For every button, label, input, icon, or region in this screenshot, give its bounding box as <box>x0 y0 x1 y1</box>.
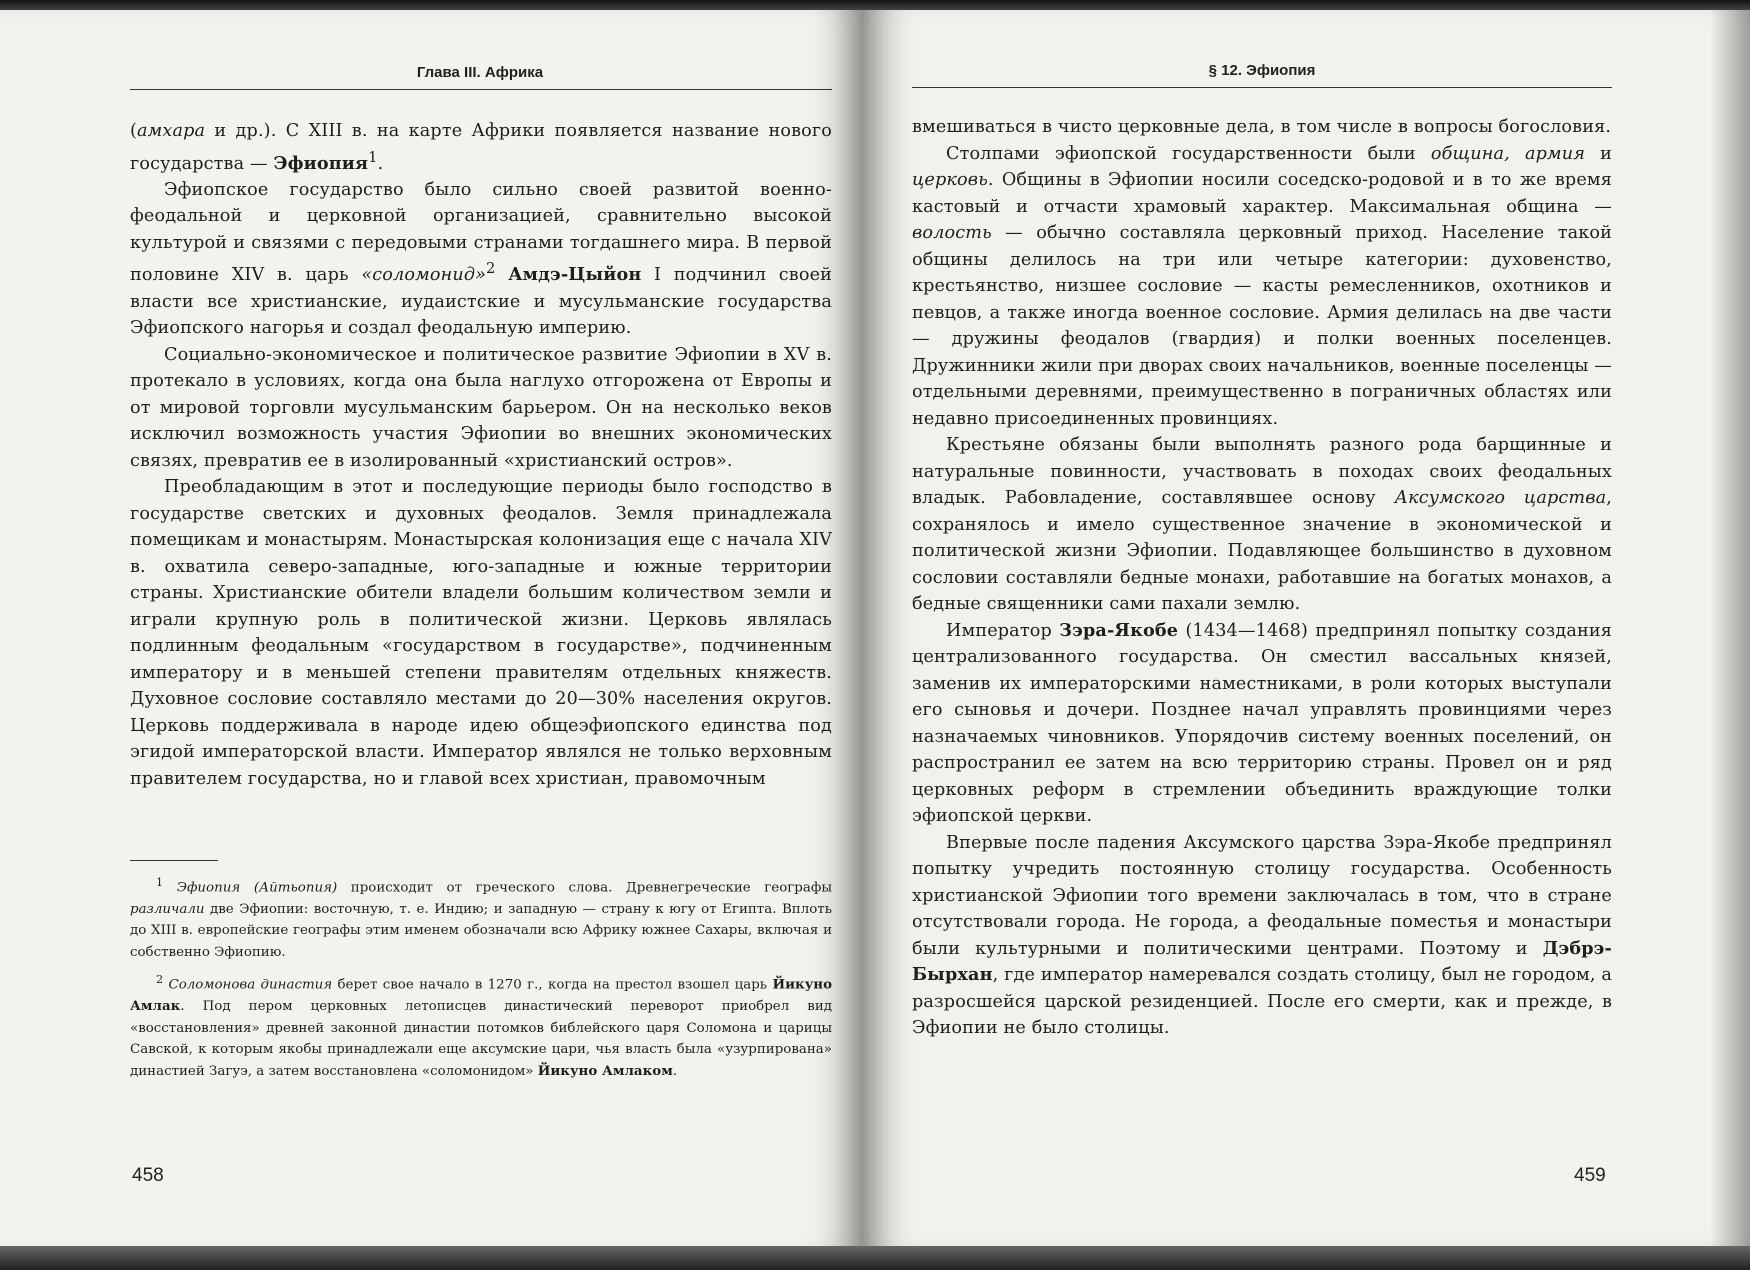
header-rule-right <box>912 87 1612 88</box>
footnote-rule <box>130 860 218 861</box>
running-head-left: Глава III. Африка <box>416 64 544 81</box>
header-rule-left <box>130 89 832 90</box>
paragraph: (амхара и др.). С XIII в. на карте Африки появляется название нового государства — Эфиопия$^1$. <box>130 121 832 174</box>
paragraph: вмешиваться в чисто церковные дела, в том числе в вопросы богословия. <box>912 117 1612 137</box>
paragraph: Крестьяне обязаны были выполнять разного рода барщинные и натуральные повинности, участвовать в походах своих феодальных владык. Рабовладение, составлявшее основу Аксумского царства, сохранялось и имело существенное значение в экономической и политической жизни Эфиопии. Подавляющее большинство в духовном сословии составляли бедные монахи, работавшие на богатых монахов, а бедные священники сами пахали землю. <box>912 435 1613 614</box>
paragraph: Социально-экономическое и политическое развитие Эфиопии в XV в. протекало в условиях, когда она была наглухо отгорожена от Европы и от мировой торговли мусульманским барьером. Он на несколько веков исключил возможность участия Эфиопии во внешних экономических связях, превратив ее в изолированный «христианский остров». <box>130 344 832 471</box>
left-page <box>0 10 862 1248</box>
page-number-left: 458 <box>132 1165 164 1186</box>
right-page <box>862 10 1750 1248</box>
running-head-right: § 12. Эфиопия <box>1208 62 1316 79</box>
paragraph: Эфиопское государство было сильно своей развитой военно-феодальной и церковной организацией, сравнительно высокой культурой и связями с передовыми странами тогдашнего мира. В первой половине XIV в. царь «соломонид»$^2$ Амдэ-Цыйон I подчинил своей власти все христианские, иудаистские и мусульманские государства Эфиопского нагорья и создал феодальную империю. <box>130 179 833 339</box>
footnote: $^2$ Соломонова династия берет свое начало в 1270 г., когда на престол взошел царь Йикуно Амлак. Под пером церковных летописцев династический переворот приобрел вид «восстановления» древней законной династии потомков библейского царя Соломона и царицы Савской, к которым якобы принадлежали еще аксумские цари, чья власть была «узурпирована» династией Загуэ, а затем восстановлена «соломонидом» Йикуно Амлаком. <box>130 973 832 1079</box>
scan-bottom-edge <box>0 1246 1750 1270</box>
paragraph: Император Зэра-Якобе (1434—1468) предпринял попытку создания централизованного государства. Он сместил вассальных князей, заменив их императорскими наместниками, в роли которых выступали его сыновья и дочери. Позднее начал управлять провинциями через назначаемых чиновников. Упорядочив систему военных поселений, он распространил ее затем на всю территорию страны. Провел он и ряд церковных реформ в стремлении объединить враждующие толки эфиопской церкви. <box>912 619 1612 826</box>
right-main-text <box>912 114 1612 1042</box>
left-main-text <box>130 118 832 792</box>
page-edge-shadow <box>1710 10 1750 1248</box>
page-number-right: 459 <box>1574 1165 1606 1186</box>
paragraph: Столпами эфиопской государственности были община, армия и церковь. Общины в Эфиопии носили соседско-родовой и в то же время кастовый и отчасти храмовый характер. Максимальная община — волость — обычно составляла церковный приход. Население такой общины делилось на три или четыре категории: духовенство, крестьянство, низшее сословие — касты ремесленников, охотников и певцов, а также иногда военное сословие. Армия делилась на две части — дружины феодалов (гвардия) и полки военных поселенцев. Дружинники жили при дворах своих начальников, военные поселенцы — отдельными деревнями, преимущественно в пограничных областях или недавно присоединенных провинциях. <box>912 143 1612 429</box>
paragraph: Преобладающим в этот и последующие периоды было господство в государстве светских и духовных феодалов. Земля принадлежала помещикам и монастырям. Монастырская колонизация еще с начала XIV в. охватила северо-западные, юго-западные и южные территории страны. Христианские обители владели большим количеством земли и играли крупную роль в политической жизни. Церковь являлась подлинным феодальным «государством в государстве», подчиненным императору и в меньшей степени правителям отдельных княжеств. Духовное сословие составляло местами до 20—30% населения округов. Церковь поддерживала в народе идею общеэфиопского единства под эгидой императорской власти. Император являлся не только верховным правителем государства, но и главой всех христиан, правомочным <box>130 477 832 789</box>
paragraph: Впервые после падения Аксумского царства Зэра-Якобе предпринял попытку учредить постоянную столицу государства. Особенность христианской Эфиопии того времени заключалась в том, что в стране отсутствовали города. Не города, а феодальные поместья и монастыри были культурными и политическими центрами. Поэтому и Дэбрэ-Бырхан, где император намеревался создать столицу, был не городом, а разросшейся царской резиденцией. После его смерти, как и прежде, в Эфиопии не было столицы. <box>912 832 1612 1038</box>
footnotes <box>130 872 832 1088</box>
footnote: $^1$ Эфиопия (Айтьопия) происходит от греческого слова. Древнегреческие географы различали две Эфиопии: восточную, т. е. Индию; и западную — страну к югу от Египта. Вплоть до XIII в. европейские географы этим именем обозначали всю Африку южнее Сахары, включая и собственно Эфиопию. <box>130 876 832 960</box>
